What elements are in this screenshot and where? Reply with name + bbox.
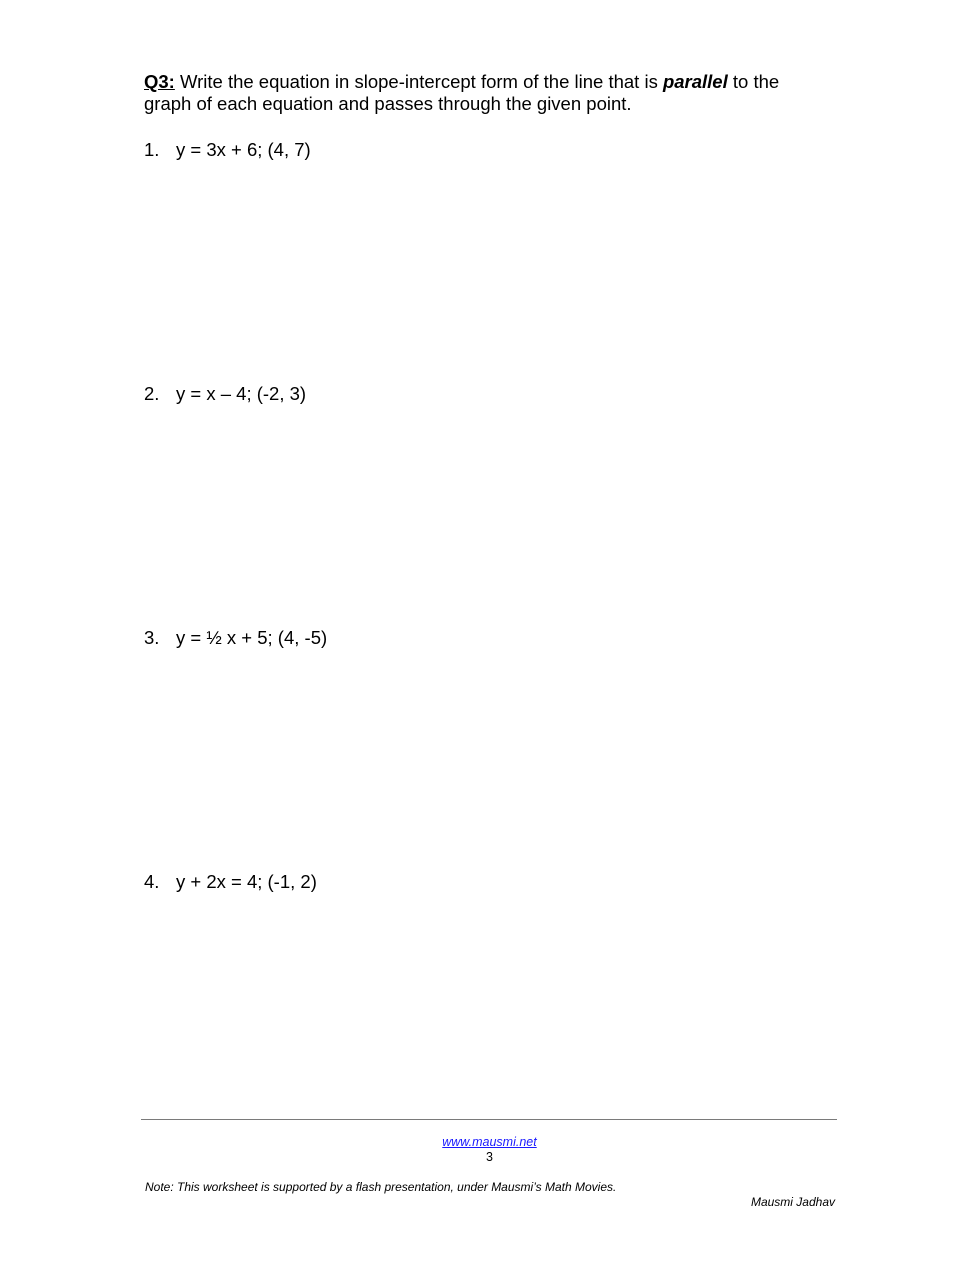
page-number: 3 [486, 1150, 493, 1164]
footer-divider [141, 1119, 837, 1120]
problem-number: 2. [144, 383, 160, 404]
problem-equation: y + 2x = 4; (-1, 2) [176, 871, 317, 892]
footer-note: Note: This worksheet is supported by a flash presentation, under Mausmi’s Math Movies. [145, 1180, 617, 1194]
question-text-start: Write the equation in slope-intercept form of the line that is [174, 71, 663, 92]
problem-equation: y = ½ x + 5; (4, -5) [176, 627, 328, 648]
problem-number: 1. [144, 139, 160, 160]
problem-item [144, 871, 317, 893]
problem-item [144, 627, 327, 649]
question-heading [144, 71, 824, 115]
problem-item [144, 139, 311, 161]
question-label: Q3: [144, 71, 175, 92]
problem-equation: y = 3x + 6; (4, 7) [176, 139, 311, 160]
footer-author: Mausmi Jadhav [750, 1195, 835, 1209]
question-emphasis: parallel [662, 71, 728, 92]
footer-website-link[interactable]: www.mausmi.net [442, 1135, 537, 1149]
question-text-end: to the graph of each equation and passes through the given point. [144, 71, 780, 114]
problem-number: 4. [144, 871, 160, 892]
problem-number: 3. [144, 627, 160, 648]
problem-item [144, 383, 306, 405]
problem-equation: y = x – 4; (-2, 3) [176, 383, 307, 404]
